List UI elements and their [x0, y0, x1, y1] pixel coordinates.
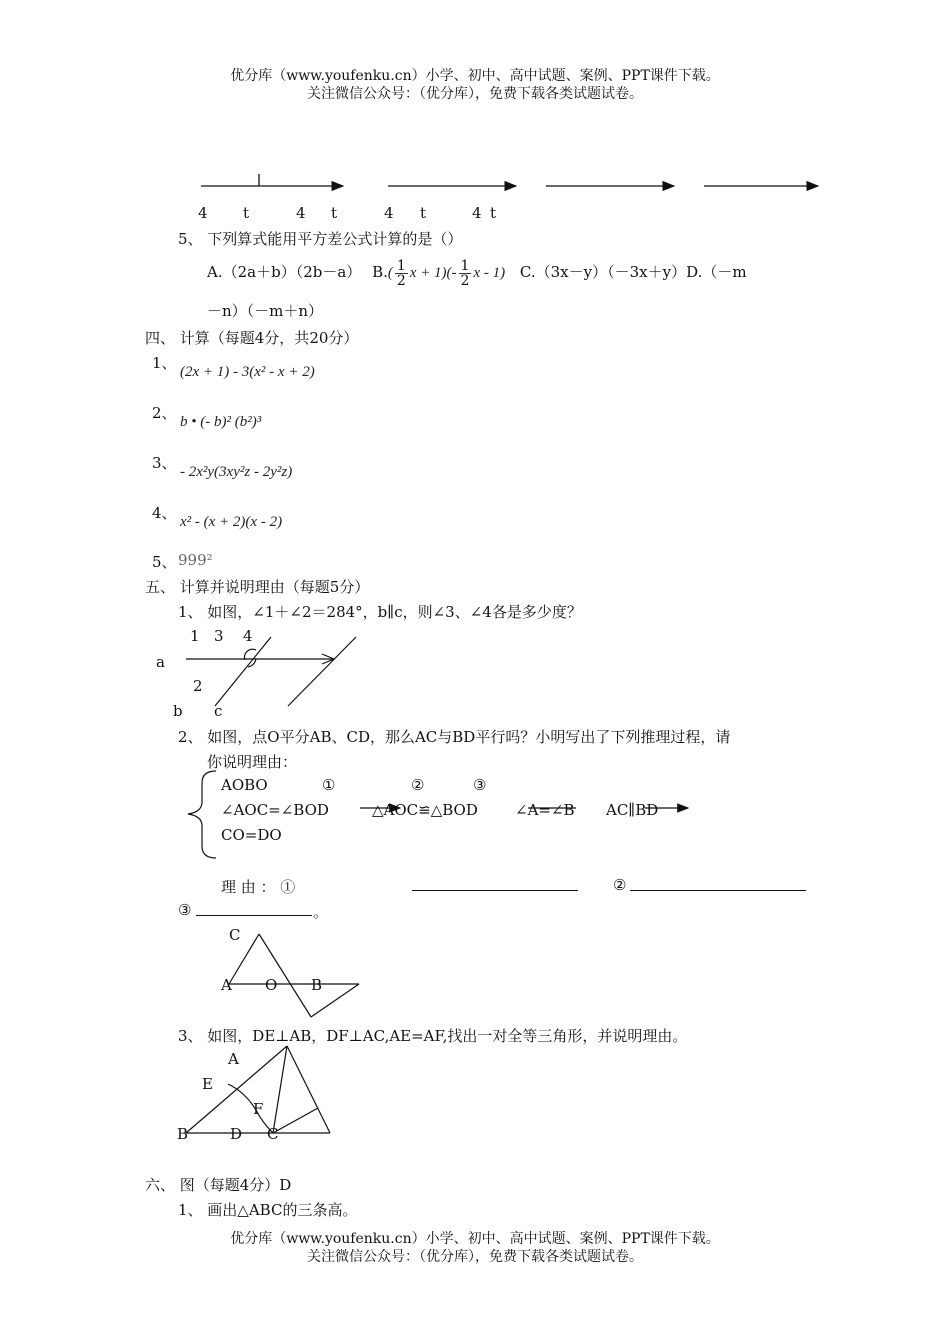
circled-3: ③	[473, 776, 487, 794]
s4-item-expr: 999²	[178, 551, 213, 569]
reason-2-label: ②	[613, 876, 627, 894]
section-6-title: 六、 图（每题4分）D	[145, 1176, 292, 1194]
s4-item-expr: x² - (x + 2)(x - 2)	[180, 514, 283, 530]
graph-label: t	[331, 204, 338, 222]
brace-line-3: CO=DO	[221, 826, 282, 844]
graph-label: t	[490, 204, 497, 222]
section-5-title: 五、 计算并说明理由（每题5分）	[145, 578, 370, 596]
q5-options: A.（2a＋b）（2b－a） B.( $\frac{1}{2}$ x + 1)(- $\frac{1}{2}$ x - 1) C.（3x－y）（－3x＋y）D.（－m	[207, 257, 747, 289]
step-parallel: AC∥BD	[606, 801, 659, 819]
graph-axes	[201, 174, 818, 186]
section-4-title: 四、 计算（每题4分，共20分）	[145, 329, 359, 347]
fig-label: b	[173, 702, 183, 720]
bowtie-figure	[229, 934, 359, 1017]
fig-label: E	[202, 1075, 213, 1093]
step-congruent: △AOC≌△BOD	[372, 801, 478, 819]
s5-q2-line2: 你说明理由：	[207, 753, 298, 771]
s4-item-number: 4、	[152, 504, 177, 522]
fig-label: 1	[190, 627, 200, 645]
graph-label: 4	[472, 204, 482, 222]
s4-item-number: 2、	[152, 404, 177, 422]
s4-item-expr: - 2x²y(3xy²z - 2y²z)	[180, 464, 293, 480]
reason-end: 。	[313, 903, 329, 921]
q5-option-cd: C.（3x－y）（－3x＋y）D.（－m	[519, 263, 747, 281]
brace-line-1: AOBO	[221, 776, 268, 794]
graph-label: 4	[198, 204, 208, 222]
fig-label: A	[228, 1050, 239, 1068]
reason-3-label: ③	[178, 901, 192, 919]
footer-line-1: 优分库（www.youfenku.cn）小学、初中、高中试题、案例、PPT课件下载。	[230, 1231, 720, 1247]
graph-label: t	[420, 204, 427, 222]
reason-label: 理 由 ： ①	[221, 878, 296, 896]
fraction: $\frac{1}{2}$	[460, 257, 470, 289]
s5-q2-line1: 2、 如图，点O平分AB、CD，那么AC与BD平行吗？小明写出了下列推理过程，请	[178, 728, 731, 746]
fraction: $\frac{1}{2}$	[396, 257, 406, 289]
fig-label: c	[214, 702, 223, 720]
fig-label: B	[311, 976, 323, 994]
curly-brace	[188, 771, 216, 858]
s4-item-expr: (2x + 1) - 3(x² - x + 2)	[180, 364, 315, 380]
s4-item-number: 5、	[152, 553, 177, 571]
header-line-1: 优分库（www.youfenku.cn）小学、初中、高中试题、案例、PPT课件下载。	[230, 68, 720, 84]
parallel-lines-figure	[186, 637, 356, 706]
fig-label: B	[177, 1125, 189, 1143]
s6-q1: 1、 画出△ABC的三条高。	[178, 1201, 358, 1219]
fig-label: O	[265, 976, 278, 994]
s4-item-number: 3、	[152, 454, 177, 472]
fig-label: a	[156, 653, 165, 671]
brace-line-2: ∠AOC=∠BOD	[221, 801, 329, 819]
reason-blank-2[interactable]	[630, 876, 806, 891]
circled-1: ①	[322, 776, 336, 794]
fig-label: D	[230, 1125, 243, 1143]
fig-label: 2	[193, 677, 203, 695]
line-c	[288, 637, 356, 706]
fig-label: 4	[243, 627, 253, 645]
q5-option-b-prefix: B.	[372, 263, 388, 281]
q5-prompt: 5、 下列算式能用平方差公式计算的是（）	[178, 230, 463, 248]
s4-item-number: 1、	[152, 354, 177, 372]
s5-q1: 1、 如图，∠1＋∠2＝284°，b∥c，则∠3、∠4各是多少度？	[178, 603, 582, 621]
footer-line-2: 关注微信公众号：（优分库），免费下载各类试题试卷。	[307, 1249, 643, 1265]
line-b	[215, 637, 271, 706]
graph-label: 4	[296, 204, 306, 222]
fig-label: 3	[214, 627, 224, 645]
graph-label: 4	[384, 204, 394, 222]
graph-label: t	[243, 204, 250, 222]
reason-blank-3[interactable]	[196, 901, 312, 916]
s5-q3: 3、 如图，DE⊥AB，DF⊥AC,AE=AF,找出一对全等三角形，并说明理由。	[178, 1027, 688, 1045]
reason-blank-1[interactable]	[412, 876, 578, 891]
s4-item-expr: b • (- b)² (b²)³	[180, 414, 262, 430]
fig-label: C	[267, 1125, 279, 1143]
fig-label: F	[253, 1100, 264, 1118]
header-line-2: 关注微信公众号：（优分库），免费下载各类试题试卷。	[307, 86, 643, 102]
fig-label: C	[229, 926, 241, 944]
q5-option-d-cont: －n）（－m＋n）	[207, 302, 324, 320]
step-angles: ∠A=∠B	[515, 801, 575, 819]
fig-label: A	[221, 976, 232, 994]
q5-option-a: A.（2a＋b）（2b－a）	[207, 263, 362, 281]
circled-2: ②	[411, 776, 425, 794]
